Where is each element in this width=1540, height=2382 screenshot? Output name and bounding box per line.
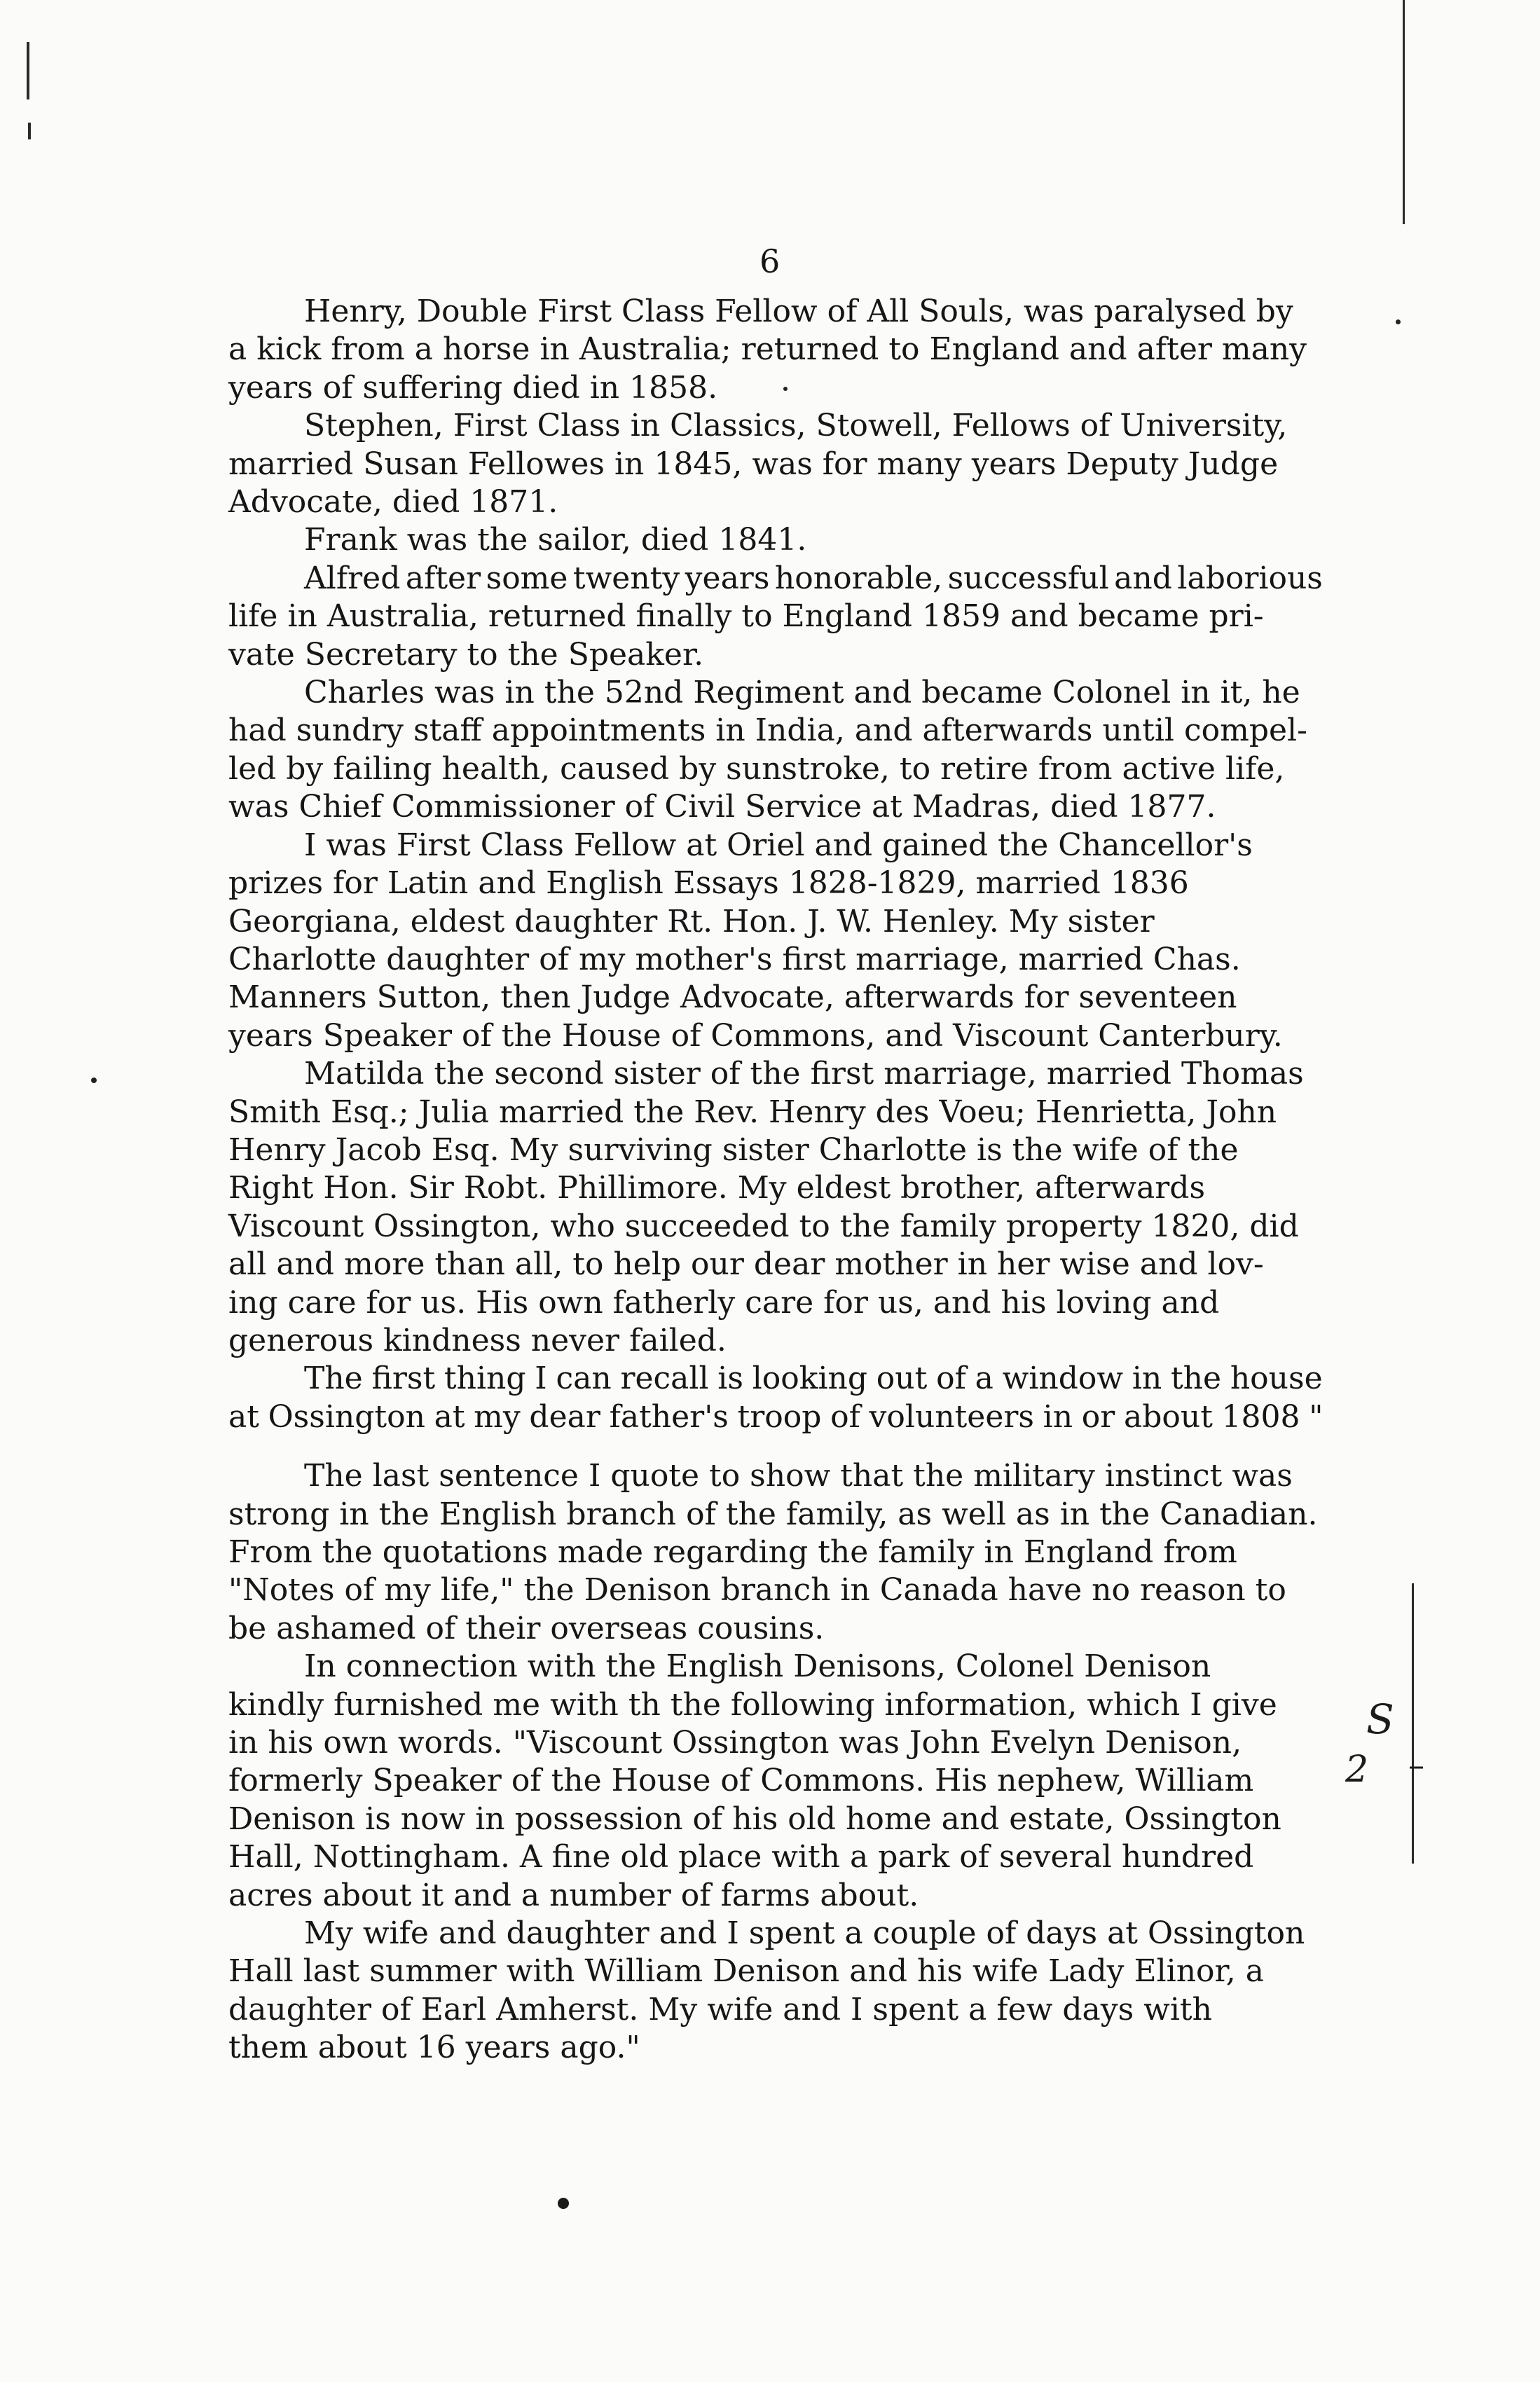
text-line: Smith Esq.; Julia married the Rev. Henry des Voeu; Henrietta, John xyxy=(228,1094,1277,1130)
paragraph xyxy=(228,1457,1323,1648)
bullet-dot xyxy=(558,2198,569,2209)
paragraph xyxy=(228,1648,1323,1915)
text-line: years of suffering died in 1858. xyxy=(228,369,718,406)
paragraph xyxy=(228,1360,1323,1436)
text-line: Hall last summer with William Denison and his wife Lady Elinor, a xyxy=(228,1953,1264,1990)
margin-annotation-2: 2 xyxy=(1345,1749,1369,1791)
text-line: Denison is now in possession of his old home and estate, Ossington xyxy=(228,1801,1281,1837)
text-line: daughter of Earl Amherst. My wife and I spent a few days with xyxy=(228,1991,1212,2028)
paragraph xyxy=(228,407,1323,521)
paragraph xyxy=(228,293,1323,407)
text-line: a kick from a horse in Australia; returned to England and after many xyxy=(228,331,1307,368)
text-line: had sundry staff appointments in India, and afterwards until compel- xyxy=(228,712,1307,749)
text-line: years Speaker of the House of Commons, and Viscount Canterbury. xyxy=(228,1017,1283,1054)
paragraph xyxy=(228,521,1323,559)
text-line: The first thing I can recall is looking out of a window in the house xyxy=(304,1361,1323,1397)
stray-speck xyxy=(91,1078,97,1083)
text-line: at Ossington at my dear father's troop of volunteers in or about 1808 " xyxy=(228,1398,1324,1435)
margin-annotation-dash: – xyxy=(1408,1746,1424,1784)
text-line: Viscount Ossington, who succeeded to the family property 1820, did xyxy=(228,1208,1299,1244)
text-line: I was First Class Fellow at Oriel and gained the Chancellor's xyxy=(304,827,1253,863)
text-line: prizes for Latin and English Essays 1828-1829, married 1836 xyxy=(228,865,1189,902)
page-number: 6 xyxy=(759,242,781,280)
scan-edge-line-left-top xyxy=(27,42,29,99)
text-line: In connection with the English Denisons, Colonel Denison xyxy=(304,1648,1211,1685)
text-line: Frank was the sailor, died 1841. xyxy=(304,522,807,558)
paragraph xyxy=(228,560,1323,674)
text-line: in his own words. "Viscount Ossington was John Evelyn Denison, xyxy=(228,1725,1242,1761)
text-line: Henry Jacob Esq. My surviving sister Charlotte is the wife of the xyxy=(228,1131,1239,1168)
text-line: strong in the English branch of the family, as well as in the Canadian. xyxy=(228,1496,1318,1532)
text-line: acres about it and a number of farms about. xyxy=(228,1877,919,1913)
text-line: Matilda the second sister of the first marriage, married Thomas xyxy=(304,1056,1304,1092)
paragraph xyxy=(228,827,1323,1055)
text-line: them about 16 years ago." xyxy=(228,2030,640,2066)
text-line: Stephen, First Class in Classics, Stowell, Fellows of University, xyxy=(304,408,1288,444)
text-line: life in Australia, returned finally to England 1859 and became pri- xyxy=(228,598,1264,635)
text-line: be ashamed of their overseas cousins. xyxy=(228,1610,825,1646)
text-line: Hall, Nottingham. A fine old place with a park of several hundred xyxy=(228,1839,1254,1875)
text-line: Charlotte daughter of my mother's first marriage, married Chas. xyxy=(228,941,1241,977)
text-line: married Susan Fellowes in 1845, was for many years Deputy Judge xyxy=(228,446,1279,482)
paragraph xyxy=(228,1055,1323,1360)
text-line: kindly furnished me with th the following information, which I give xyxy=(228,1686,1277,1723)
text-line: vate Secretary to the Speaker. xyxy=(228,636,704,673)
text-line: led by failing health, caused by sunstroke, to retire from active life, xyxy=(228,750,1285,787)
text-line: Georgiana, eldest daughter Rt. Hon. J. W. Henley. My sister xyxy=(228,903,1155,939)
text-line: all and more than all, to help our dear mother in her wise and lov- xyxy=(228,1246,1264,1283)
scan-edge-line-right-bottom xyxy=(1412,1583,1414,1864)
text-line: Right Hon. Sir Robt. Phillimore. My eldest brother, afterwards xyxy=(228,1170,1206,1206)
text-line: Henry, Double First Class Fellow of All Souls, was paralysed by xyxy=(304,294,1293,329)
scan-edge-line-left-mid xyxy=(28,123,31,139)
body-text xyxy=(228,293,1323,2067)
text-line: ing care for us. His own fatherly care for us, and his loving and xyxy=(228,1284,1220,1321)
paragraph xyxy=(228,1915,1323,2067)
text-line: was Chief Commissioner of Civil Service at Madras, died 1877. xyxy=(228,789,1216,825)
text-line: generous kindness never failed. xyxy=(228,1322,727,1358)
text-line: Advocate, died 1871. xyxy=(228,484,558,521)
text-line: "Notes of my life," the Denison branch in Canada have no reason to xyxy=(228,1572,1286,1609)
text-line: Manners Sutton, then Judge Advocate, afterwards for seventeen xyxy=(228,979,1237,1016)
text-line: formerly Speaker of the House of Commons. His nephew, William xyxy=(228,1763,1254,1799)
margin-annotation-s: S xyxy=(1366,1695,1394,1743)
text-line: Alfred after some twenty years honorable, successful and laborious xyxy=(304,560,1323,596)
paragraph xyxy=(228,674,1323,827)
scan-edge-line-right-top xyxy=(1403,0,1405,224)
text-line: Charles was in the 52nd Regiment and became Colonel in it, he xyxy=(304,675,1300,711)
stray-speck xyxy=(1396,319,1401,324)
text-line: From the quotations made regarding the family in England from xyxy=(228,1534,1237,1570)
text-line: My wife and daughter and I spent a couple of days at Ossington xyxy=(304,1915,1305,1952)
text-line: The last sentence I quote to show that the military instinct was xyxy=(304,1458,1293,1494)
